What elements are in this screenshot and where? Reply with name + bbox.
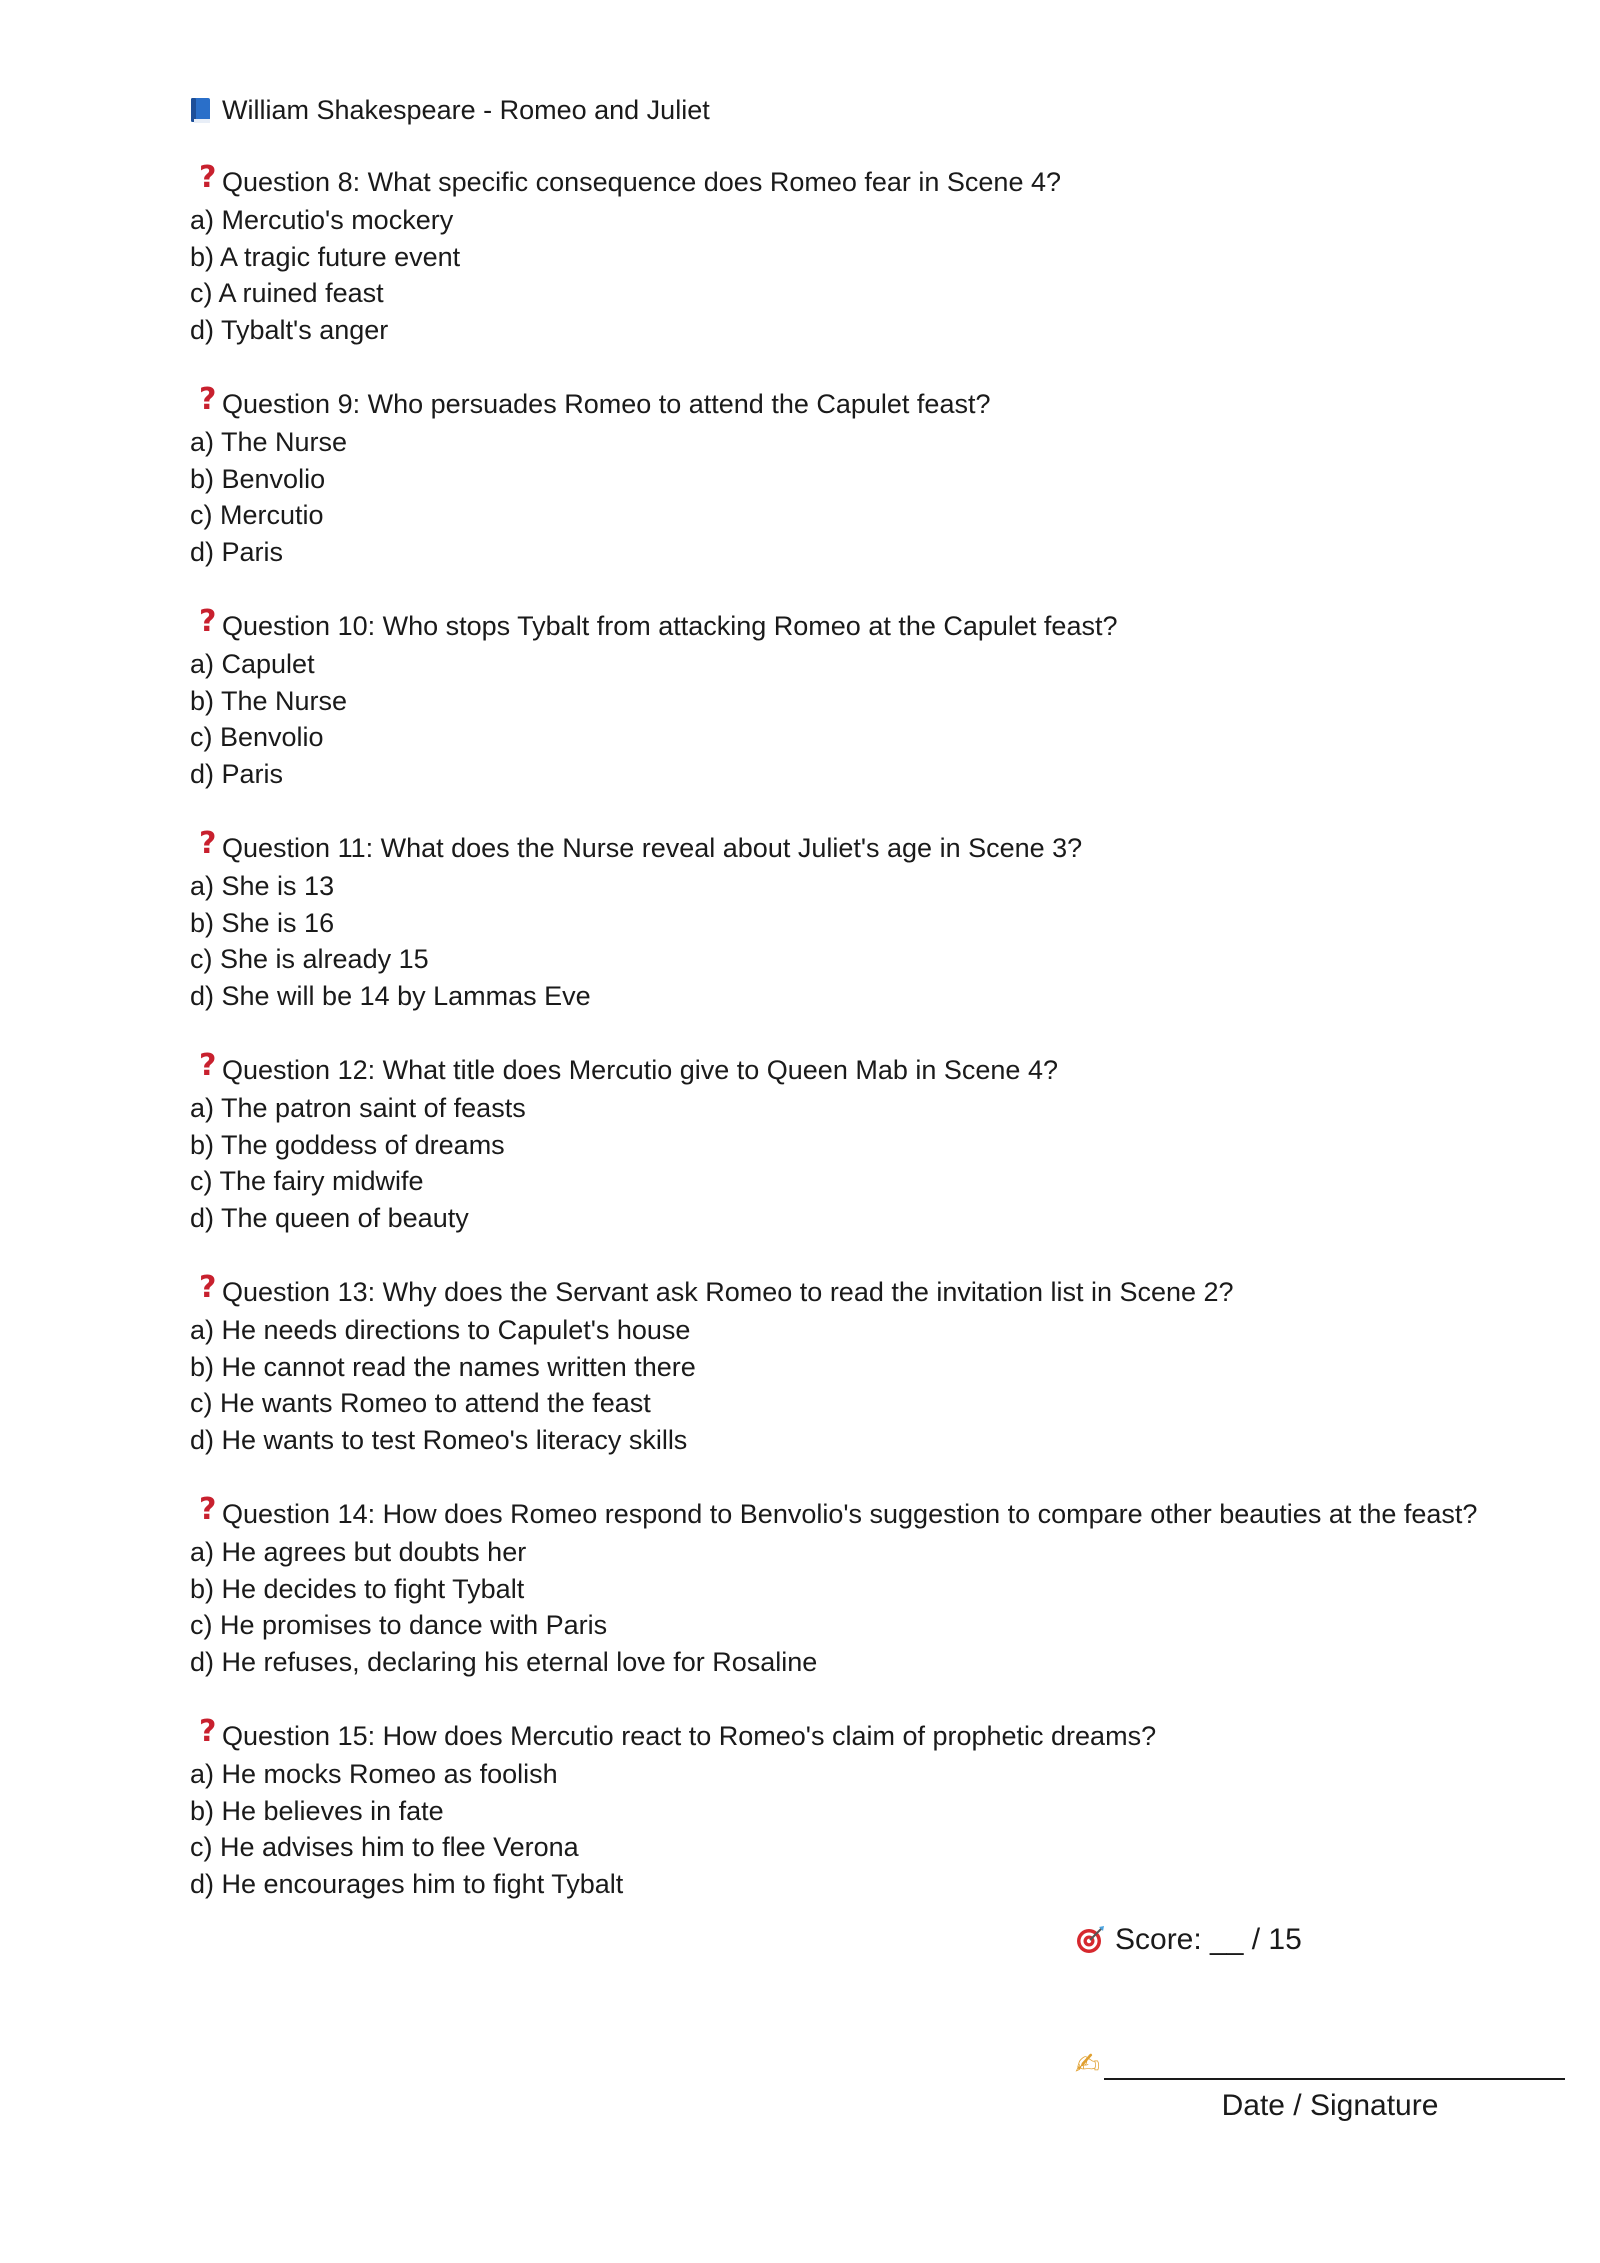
red-question-mark-icon: ? (199, 1270, 217, 1305)
question-block (190, 162, 1510, 348)
question-line (190, 1716, 1510, 1756)
question-line (190, 606, 1510, 646)
answer-option: a) He agrees but doubts her (190, 1537, 527, 1567)
document-title (190, 90, 1510, 130)
question-line (190, 828, 1510, 868)
answer-option: a) Capulet (190, 649, 315, 679)
answer-option: d) He encourages him to fight Tybalt (190, 1868, 624, 1899)
question-block (190, 1716, 1510, 1902)
answer-option: d) Tybalt's anger (190, 314, 389, 345)
score-area (1075, 1920, 1302, 1960)
worksheet-page (190, 90, 1510, 1938)
answer-option: d) Paris (190, 758, 284, 789)
answer-option: b) The Nurse (190, 685, 348, 716)
question-block (190, 828, 1510, 1014)
question-line (190, 1050, 1510, 1090)
writing-hand-icon: ✍ (1075, 2047, 1101, 2082)
answer-option: d) The queen of beauty (190, 1202, 469, 1233)
document-title-text: William Shakespeare - Romeo and Juliet (222, 95, 710, 125)
question-block (190, 384, 1510, 570)
answer-option: b) He decides to fight Tybalt (190, 1573, 525, 1604)
answer-option: a) He needs directions to Capulet's house (190, 1315, 691, 1345)
question-text: Question 8: What specific consequence does Romeo fear in Scene 4? (222, 167, 1061, 197)
answer-option: c) She is already 15 (190, 944, 429, 974)
question-text: Question 15: How does Mercutio react to Romeo's claim of prophetic dreams? (222, 1721, 1157, 1751)
answer-option: d) Paris (190, 536, 284, 567)
red-question-mark-icon: ? (199, 160, 217, 195)
answer-option: b) A tragic future event (190, 241, 461, 272)
signature-caption: Date / Signature (1221, 2089, 1439, 2122)
answer-option: c) He promises to dance with Paris (190, 1610, 608, 1640)
question-text: Question 10: Who stops Tybalt from attacking Romeo at the Capulet feast? (222, 611, 1118, 641)
question-text: Question 13: Why does the Servant ask Romeo to read the invitation list in Scene 2? (222, 1277, 1234, 1307)
blue-book-icon (190, 95, 212, 122)
question-list (190, 162, 1510, 1902)
answer-option: b) He believes in fate (190, 1795, 444, 1826)
signature-line[interactable] (1104, 2042, 1565, 2080)
question-text: Question 12: What title does Mercutio give to Queen Mab in Scene 4? (222, 1055, 1058, 1085)
question-text: Question 11: What does the Nurse reveal about Juliet's age in Scene 3? (222, 833, 1083, 863)
red-question-mark-icon: ? (199, 382, 217, 417)
signature-area (1075, 2040, 1565, 2126)
target-icon (1075, 1925, 1105, 1955)
answer-option: b) She is 16 (190, 907, 335, 938)
question-block (190, 1272, 1510, 1458)
answer-option: d) He refuses, declaring his eternal love for Rosaline (190, 1646, 818, 1677)
answer-option: c) The fairy midwife (190, 1166, 424, 1196)
answer-option: c) Mercutio (190, 500, 324, 530)
answer-option: c) He wants Romeo to attend the feast (190, 1388, 651, 1418)
answer-option: d) He wants to test Romeo's literacy skills (190, 1424, 688, 1455)
question-text: Question 9: Who persuades Romeo to attend the Capulet feast? (222, 389, 991, 419)
answer-option: b) He cannot read the names written there (190, 1351, 696, 1382)
answer-option: c) Benvolio (190, 722, 324, 752)
answer-option: b) Benvolio (190, 463, 326, 494)
answer-option: c) A ruined feast (190, 278, 384, 308)
question-block (190, 1050, 1510, 1236)
answer-option: a) The Nurse (190, 427, 348, 457)
answer-option: a) The patron saint of feasts (190, 1093, 526, 1123)
answer-option: b) The goddess of dreams (190, 1129, 505, 1160)
question-line (190, 1272, 1510, 1312)
answer-option: a) He mocks Romeo as foolish (190, 1759, 558, 1789)
question-line (190, 384, 1510, 424)
question-line (190, 162, 1510, 202)
question-line (190, 1494, 1510, 1534)
red-question-mark-icon: ? (199, 1492, 217, 1527)
question-text: Question 14: How does Romeo respond to Benvolio's suggestion to compare other beauties at the feast? (222, 1499, 1478, 1529)
question-block (190, 1494, 1510, 1680)
answer-option: a) Mercutio's mockery (190, 205, 454, 235)
red-question-mark-icon: ? (199, 1714, 217, 1749)
answer-option: c) He advises him to flee Verona (190, 1832, 579, 1862)
answer-option: a) She is 13 (190, 871, 335, 901)
red-question-mark-icon: ? (199, 1048, 217, 1083)
score-label: Score: __ / 15 (1115, 1923, 1302, 1956)
answer-option: d) She will be 14 by Lammas Eve (190, 980, 591, 1011)
question-block (190, 606, 1510, 792)
red-question-mark-icon: ? (199, 604, 217, 639)
red-question-mark-icon: ? (199, 826, 217, 861)
